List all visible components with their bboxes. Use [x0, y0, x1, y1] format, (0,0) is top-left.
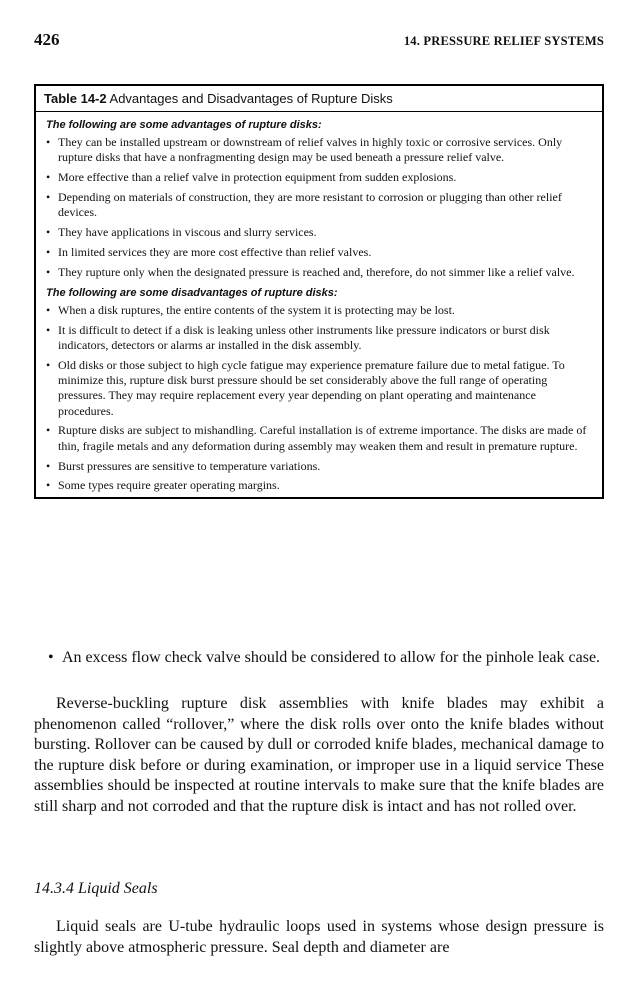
chapter-title: 14. PRESSURE RELIEF SYSTEMS	[403, 34, 604, 48]
list-item: • More effective than a relief valve in protection equipment from sudden explosions.	[46, 170, 592, 185]
page-number: 426	[34, 30, 60, 49]
list-item: • In limited services they are more cost effective than relief valves.	[46, 245, 592, 260]
list-item: • When a disk ruptures, the entire contents of the system it is protecting may be lost.	[46, 303, 592, 318]
table-caption: Advantages and Disadvantages of Rupture Disks	[109, 91, 393, 106]
list-item: • Some types require greater operating margins.	[46, 478, 592, 493]
advantages-list	[36, 135, 602, 280]
body-bullet: • An excess flow check valve should be considered to allow for the pinhole leak case.	[48, 648, 604, 669]
list-item: • They can be installed upstream or downstream of relief valves in highly toxic or corrosive services. Only rupture disks that have a nonfragmenting design may be used beneath a pressure relief valve.	[46, 135, 592, 166]
body-paragraph: Reverse-buckling rupture disk assemblies with knife blades may exhibit a phenomenon called “rollover,” where the disk rolls over onto the knife blades without bursting. Rollover can be caused by dull or corroded knife blades, mechanical damage to the rupture disk before or during examination, or improper use in a liquid service These assemblies should be inspected at routine intervals to make sure that the knife blades are still sharp and not corroded and that the rupture disk is intact and has not rolled over.	[34, 695, 604, 815]
disadvantages-list	[36, 303, 602, 494]
body-paragraph: Liquid seals are U-tube hydraulic loops used in systems whose design pressure is slightly above atmospheric pressure. Seal depth and diameter are	[34, 918, 604, 956]
list-item: • Burst pressures are sensitive to temperature variations.	[46, 459, 592, 474]
list-item: • Depending on materials of construction, they are more resistant to corrosion or plugging than other relief devices.	[46, 190, 592, 221]
list-item: • They rupture only when the designated pressure is reached and, therefore, do not simmer like a relief valve.	[46, 265, 592, 280]
list-item: • They have applications in viscous and slurry services.	[46, 225, 592, 240]
section-heading: 14.3.4 Liquid Seals	[34, 880, 158, 897]
list-item: • Old disks or those subject to high cycle fatigue may experience premature failure due to metal fatigue. To minimize this, rupture disk burst pressure should be set considerably above the full range of operating pressures. They may require replacement every year depending on plant operating and maintenance procedures.	[46, 358, 592, 419]
table-title	[36, 86, 602, 112]
disadvantages-heading: The following are some disadvantages of rupture disks:	[46, 286, 338, 299]
list-item: • It is difficult to detect if a disk is leaking unless other instruments like pressure indicators or burst disk indicators, detectors or alarms ar installed in the disk assembly.	[46, 323, 592, 354]
advantages-heading: The following are some advantages of rupture disks:	[46, 119, 322, 131]
list-item: • Rupture disks are subject to mishandling. Careful installation is of extreme importance. The disks are made of thin, fragile metals and any deformation during assembly may weaken them and result in premature rupture.	[46, 423, 592, 454]
table-14-2	[34, 84, 604, 499]
table-label: Table 14-2	[44, 91, 107, 106]
running-head	[34, 30, 604, 50]
